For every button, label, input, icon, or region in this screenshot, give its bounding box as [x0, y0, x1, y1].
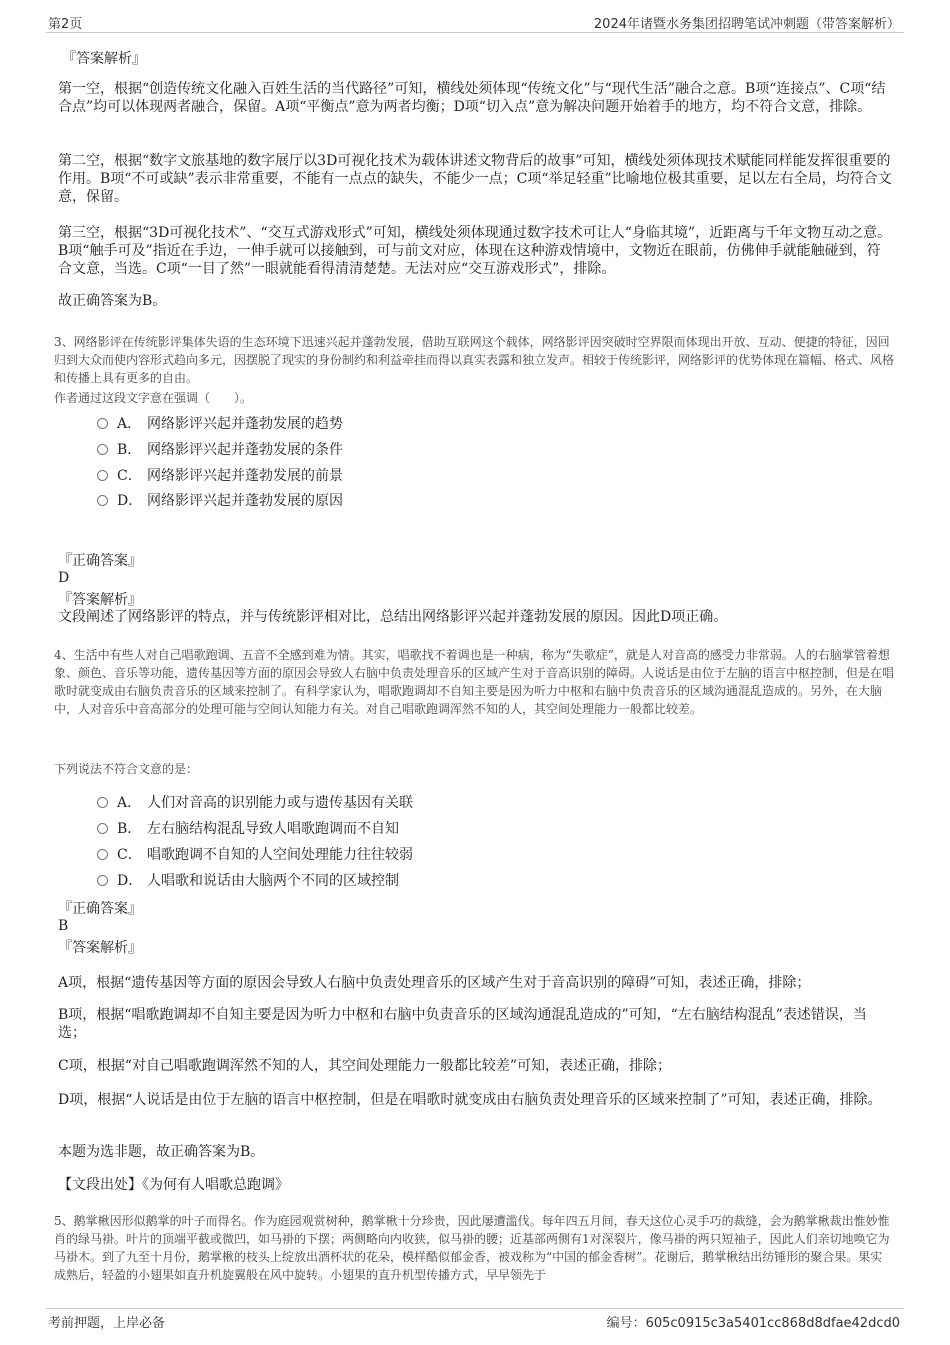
radio-icon[interactable]: [97, 495, 108, 506]
analysis-label: 『答案解析』: [62, 51, 146, 67]
question-stem: 4、生活中有些人对自己唱歌跑调、五音不全感到难为情。其实，唱歌找不着调也是一种病，称为“失歌症”，就是人对音高的感受力非常弱。人的右脑掌管着想象、颜色、音乐等功能，遗传基因等方面的原因会导致人右脑中负责处理音乐的区域产生对于音高识别的障碍。人说话是由位于左脑的语言中枢控制，但是在唱歌时就变成由右脑负责音乐的区域来控制了。有科学家认为，唱歌跑调却不自知主要是因为听力中枢和右脑中负责音乐的区域沟通混乱造成的。另外，在大脑中，人对音乐中音高部分的处理可能与空间认知能力有关。对自己唱歌跑调浑然不知的人，其空间处理能力一般都比较差。: [54, 648, 895, 716]
analysis-paragraph: 文段阐述了网络影评的特点，并与传统影评相对比，总结出网络影评兴起并蓬勃发展的原因。因此D项正确。: [58, 609, 728, 625]
radio-icon[interactable]: [97, 823, 108, 834]
question-stem: 3、网络影评在传统影评集体失语的生态环境下迅速兴起并蓬勃发展，借助互联网这个载体，网络影评因突破时空界限而体现出开放、互动、便捷的特征，因回归到大众而使内容形式趋向多元，因摆脱了现实的身份制约和利益牵挂而得以真实表露和独立发声。相较于传统影评，网络影评的优势体现在篇幅、格式、风格和传播上具有更多的自由。: [54, 335, 895, 385]
radio-icon[interactable]: [97, 849, 108, 860]
option-b[interactable]: B． 网络影评兴起并蓬勃发展的条件: [97, 440, 343, 460]
document-title: 2024年诸暨水务集团招聘笔试冲刺题（带答案解析）: [593, 17, 900, 32]
analysis-paragraph: A项，根据“遗传基因等方面的原因会导致人右脑中负责处理音乐的区域产生对于音高识别的障碍”可知，表述正确，排除；: [58, 975, 811, 991]
answer-conclusion: 故正确答案为B。: [58, 293, 167, 309]
analysis-paragraph: C项，根据“对自己唱歌跑调浑然不知的人，其空间处理能力一般都比较差”可知，表述正确，排除；: [58, 1058, 672, 1074]
option-d[interactable]: D． 人唱歌和说话由大脑两个不同的区域控制: [97, 871, 399, 891]
footer-slogan: 考前押题，上岸必备: [48, 1316, 166, 1331]
page-number: 第2页: [48, 17, 83, 32]
analysis-label: 『答案解析』: [58, 592, 142, 608]
analysis-paragraph: B项，根据“唱歌跑调却不自知主要是因为听力中枢和右脑中负责音乐的区域沟通混乱造成的”可知，“左右脑结构混乱”表述错误，当选；: [58, 1007, 867, 1041]
question-prompt: 作者通过这段文字意在强调（ ）。: [54, 391, 253, 405]
correct-answer-label: 『正确答案』: [58, 553, 142, 569]
question-stem: 5、鹅掌楸因形似鹅掌的叶子而得名。作为庭园观赏树种，鹅掌楸十分珍贵，因此屡遭滥伐。每年四五月间，春天这位心灵手巧的裁缝，会为鹅掌楸裁出惟妙惟肖的绿马褂。叶片的顶端平截或微凹，如马褂的下摆；两侧略向内收狭，似马褂的腰；近基部两侧有1对深裂片，像马褂的两只短袖子，因此人们亲切地唤它为马褂木。到了九至十月份，鹅掌楸的枝头上绽放出酒杯状的花朵，模样酷似郁金香，被戏称为“中国的郁金香树”。花谢后，鹅掌楸结出纺锤形的聚合果。果实成熟后，轻盈的小翅果如直升机旋翼般在风中旋转。小翅果的直升机型传播方式，早早领先于: [54, 1214, 890, 1282]
analysis-paragraph: 第三空，根据“3D可视化技术”、“交互式游戏形式”可知，横线处须体现通过数字技术可让人“身临其境”，近距离与千年文物互动之意。B项“触手可及”指近在手边，一伸手就可以接触到，可与前文对应，体现在这种游戏情境中，文物近在眼前，仿佛伸手就能触碰到，符合文意，当选。C项“一目了然”一眼就能看得清清楚楚。无法对应“交互游戏形式”，排除。: [58, 225, 892, 277]
correct-answer: B: [58, 918, 69, 934]
document-id: 编号：605c0915c3a5401cc868d8dfae42dcd0: [606, 1316, 900, 1331]
source-citation: 【文段出处】《为何有人唱歌总跑调》: [58, 1177, 289, 1193]
correct-answer: D: [58, 570, 70, 586]
radio-icon[interactable]: [97, 875, 108, 886]
radio-icon[interactable]: [97, 470, 108, 481]
radio-icon[interactable]: [97, 444, 108, 455]
option-c[interactable]: C． 唱歌跑调不自知的人空间处理能力往往较弱: [97, 845, 413, 865]
analysis-paragraph: 第一空，根据“创造传统文化融入百姓生活的当代路径”可知，横线处须体现“传统文化”与“现代生活”融合之意。B项“连接点”、C项“结合点”均可以体现两者融合，保留。A项“平衡点”意为两者均衡；D项“切入点”意为解决问题开始着手的地方，均不符合文意，排除。: [58, 81, 886, 115]
option-d[interactable]: D． 网络影评兴起并蓬勃发展的原因: [97, 491, 343, 511]
radio-icon[interactable]: [97, 418, 108, 429]
correct-answer-label: 『正确答案』: [58, 901, 142, 917]
analysis-paragraph: D项，根据“人说话是由位于左脑的语言中枢控制，但是在唱歌时就变成由右脑负责处理音乐的区域来控制了”可知，表述正确，排除。: [58, 1092, 882, 1108]
question-prompt: 下列说法不符合文意的是：: [54, 762, 199, 776]
answer-conclusion: 本题为选非题，故正确答案为B。: [58, 1144, 265, 1160]
page-footer: [46, 1308, 904, 1338]
analysis-label: 『答案解析』: [58, 940, 142, 956]
page-header: [46, 12, 904, 33]
radio-icon[interactable]: [97, 797, 108, 808]
option-a[interactable]: A． 网络影评兴起并蓬勃发展的趋势: [97, 414, 343, 434]
option-c[interactable]: C． 网络影评兴起并蓬勃发展的前景: [97, 466, 343, 486]
analysis-paragraph: 第二空，根据“数字文旅基地的数字展厅以3D可视化技术为载体讲述文物背后的故事”可知，横线处须体现技术赋能同样能发挥很重要的作用。B项“不可或缺”表示非常重要，不能有一点点的缺失，不能少一点；C项“举足轻重”比喻地位极其重要，足以左右全局，均符合文意，保留。: [58, 153, 892, 205]
option-b[interactable]: B． 左右脑结构混乱导致人唱歌跑调而不自知: [97, 819, 399, 839]
option-a[interactable]: A． 人们对音高的识别能力或与遗传基因有关联: [97, 793, 413, 813]
